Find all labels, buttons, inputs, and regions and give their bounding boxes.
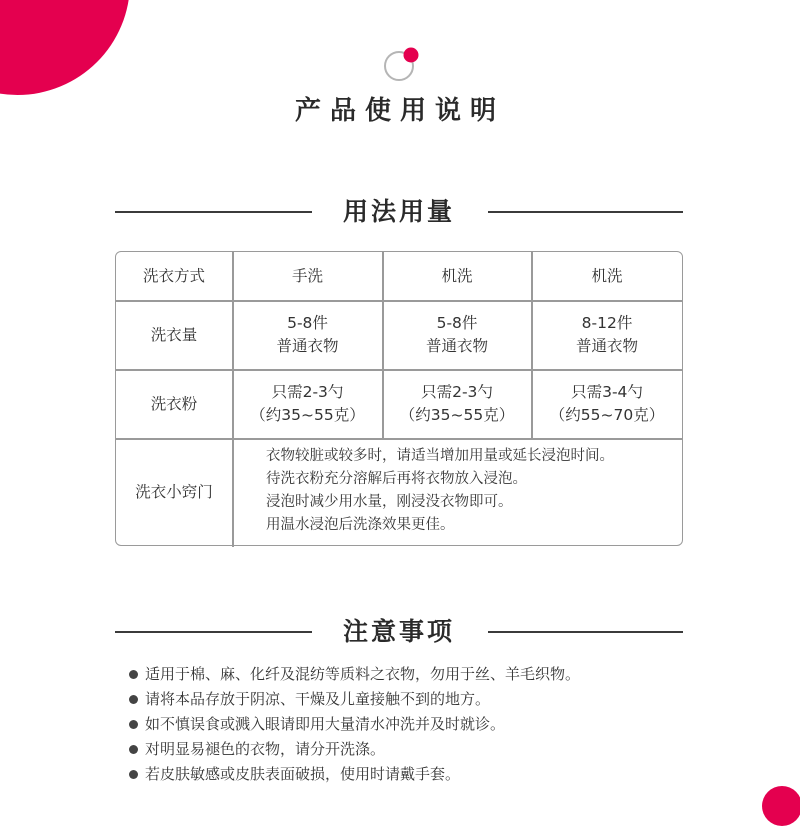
cell-line: 只需3-4勺 [571,383,643,401]
bullet-icon [129,745,138,754]
cell-line: 只需2-3勺 [421,383,493,401]
table-row-label [116,439,232,545]
notes-list [127,662,580,787]
table-header-cell [233,252,382,300]
bullet-icon [129,670,138,679]
tip-line: 浸泡时减少用水量，刚浸没衣物即可。 [266,494,513,510]
bullet-icon [129,770,138,779]
divider-right [488,631,683,633]
table-cell [233,301,382,369]
tip-line: 用温水浸泡后洗涤效果更佳。 [266,517,455,533]
list-item [127,712,580,737]
divider-right [488,211,683,213]
table-row-label [116,301,232,369]
decorative-corner-circle [0,0,130,95]
header-label-hand-wash: 手洗 [291,266,323,285]
table-row-label [116,370,232,438]
usage-heading-label: 用法用量 [342,197,455,226]
note-text: 若皮肤敏感或皮肤表面破损，使用时请戴手套。 [145,765,461,783]
list-item [127,762,580,787]
note-text: 适用于棉、麻、化纤及混纺等质料之衣物，勿用于丝、羊毛织物。 [145,665,581,683]
list-item [127,662,580,687]
list-item [127,687,580,712]
cell-line: 普通衣物 [425,337,488,355]
note-text: 请将本品存放于阴凉、干燥及儿童接触不到的地方。 [145,690,491,708]
cell-line: 普通衣物 [575,337,638,355]
row-label-powder: 洗衣粉 [150,394,198,413]
usage-section-heading [115,192,683,232]
row-label-tips: 洗衣小窍门 [135,482,213,501]
table-cell [383,370,531,438]
header-label-machine-wash: 机洗 [591,266,623,285]
page-title: 产品使用说明 [294,96,505,126]
cell-line: 只需2-3勺 [271,383,344,401]
table-header-cell [116,252,232,300]
cell-line: 5-8件 [436,314,478,332]
bullet-icon [129,695,138,704]
notes-section-heading [115,612,683,652]
cell-line: 普通衣物 [276,337,339,355]
table-header-cell [383,252,531,300]
table-header-cell [532,252,682,300]
note-text: 对明显易褪色的衣物，请分开洗涤。 [145,740,386,758]
table-cell [383,301,531,369]
bullet-icon [129,720,138,729]
logo-rings-icon [382,46,422,82]
tips-cell [266,445,676,537]
table-cell [233,370,382,438]
cell-line: （约35~55克） [250,406,365,424]
list-item [127,737,580,762]
cell-line: （约35~55克） [399,406,515,424]
cell-line: （约55~70克） [549,406,665,424]
cell-line: 5-8件 [287,314,328,332]
header-label-machine-wash: 机洗 [441,266,473,285]
usage-table [115,251,683,546]
tip-line: 待洗衣粉充分溶解后再将衣物放入浸泡。 [266,471,527,487]
cell-line: 8-12件 [581,314,633,332]
table-cell [532,301,682,369]
tip-line: 衣物较脏或较多时，请适当增加用量或延长浸泡时间。 [266,448,614,464]
notes-heading-label: 注意事项 [342,617,455,646]
row-label-load: 洗衣量 [150,325,198,344]
decorative-bottom-circle [762,786,800,826]
note-text: 如不慎误食或溅入眼请即用大量清水冲洗并及时就诊。 [145,715,506,733]
table-cell [532,370,682,438]
header-label-method: 洗衣方式 [142,266,205,285]
